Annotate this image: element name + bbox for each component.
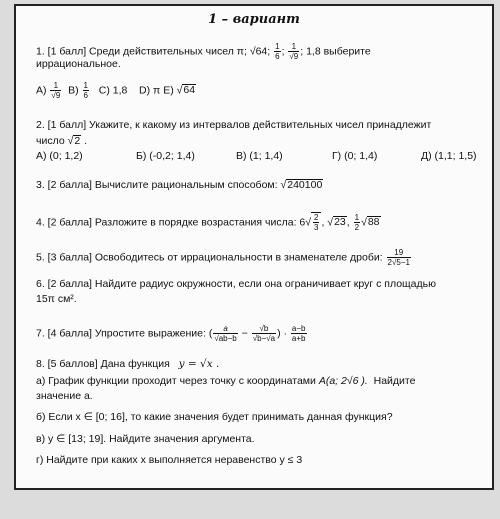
q1-line-2: иррациональное.	[36, 58, 121, 70]
question-8: 8. [5 баллов] Дана функция y = √x .	[36, 358, 220, 370]
q8-part-b: б) Если x ∈ [0; 16], то какие значения будет принимать данная функция?	[36, 411, 393, 423]
q1-option-a: А)	[36, 84, 47, 97]
worksheet	[14, 4, 494, 490]
q1-option-e: E)	[163, 84, 174, 97]
question-5: 5. [3 балла] Освободитесь от иррациональности в знаменателе дроби: $\frac{19}{2√5-1}$	[36, 248, 410, 267]
q1-option-a-frac: $\frac{1}{√9}$	[51, 81, 61, 100]
q2-option-c: В) (1; 1,4)	[236, 150, 283, 162]
q1-rest: ; 1,8 выберите	[300, 45, 371, 58]
question-1: 1. [1 балл] Среди действительных чисел π; √64; $\frac{1}{6}$ ; $\frac{1}{√9}$ ; 1,8 выберите	[36, 42, 371, 61]
question-2: 2. [1 балл] Укажите, к какому из интервалов действительных чисел принадлежит	[36, 119, 432, 131]
q8-function: y = √x .	[178, 358, 220, 370]
q2-option-a: А) (0; 1,2)	[36, 150, 83, 162]
q2-line-2: число √2 .	[36, 135, 88, 147]
q2-root: 2	[74, 135, 81, 147]
variant-title: 1 – вариант	[208, 12, 300, 27]
question-4: 4. [2 балла] Разложите в порядке возрастания числа: 6√ $\frac{2}{3}$ , √23, $\frac{1}{2}$ √88	[36, 213, 380, 232]
q1-options: А) $\frac{1}{√9}$ В) $\frac{1}{6}$ С) 1,8 D) π E) √64	[36, 81, 196, 100]
q5-fraction: $\frac{19}{2√5-1}$	[387, 248, 410, 267]
q1-fraction-1: $\frac{1}{6}$	[275, 42, 280, 61]
q8-part-c: в) y ∈ [13; 19]. Найдите значения аргумента.	[36, 433, 255, 445]
q6-line-2: 15π см².	[36, 293, 77, 305]
q1-fraction-2: $\frac{1}{√9}$	[289, 42, 299, 61]
question-7: 7. [4 балла] Упростите выражение: ( $\frac{a}{√ab-b}$ − $\frac{√b}{√b-√a}$ ) · $\frac{a-b}{a+b}$	[36, 324, 306, 343]
q2-option-b: Б) (-0,2; 1,4)	[136, 150, 195, 162]
q2-option-d: Г) (0; 1,4)	[332, 150, 378, 162]
q1-option-e-root: 64	[183, 84, 196, 97]
question-6: 6. [2 балла] Найдите радиус окружности, если она ограничивает круг с площадью	[36, 278, 436, 290]
q3-root: 240100	[287, 179, 323, 191]
q1-option-b: В)	[68, 84, 79, 97]
q8-part-a: а) График функции проходит через точку с координатами A(a; 2√6 ). Найдите	[36, 375, 416, 387]
q1-option-c: С) 1,8	[98, 84, 128, 97]
q1-option-d: D) π	[139, 84, 161, 97]
q8-part-d: г) Найдите при каких x выполняется неравенство y ≤ 3	[36, 454, 303, 466]
q1-option-b-frac: $\frac{1}{6}$	[83, 81, 88, 100]
q2-option-e: Д) (1,1; 1,5)	[421, 150, 477, 162]
question-3: 3. [2 балла] Вычислите рациональным способом: √240100	[36, 179, 323, 191]
q1-text: 1. [1 балл] Среди действительных чисел π; √64;	[36, 45, 271, 58]
q8-part-a-line-2: значение а.	[36, 390, 93, 402]
